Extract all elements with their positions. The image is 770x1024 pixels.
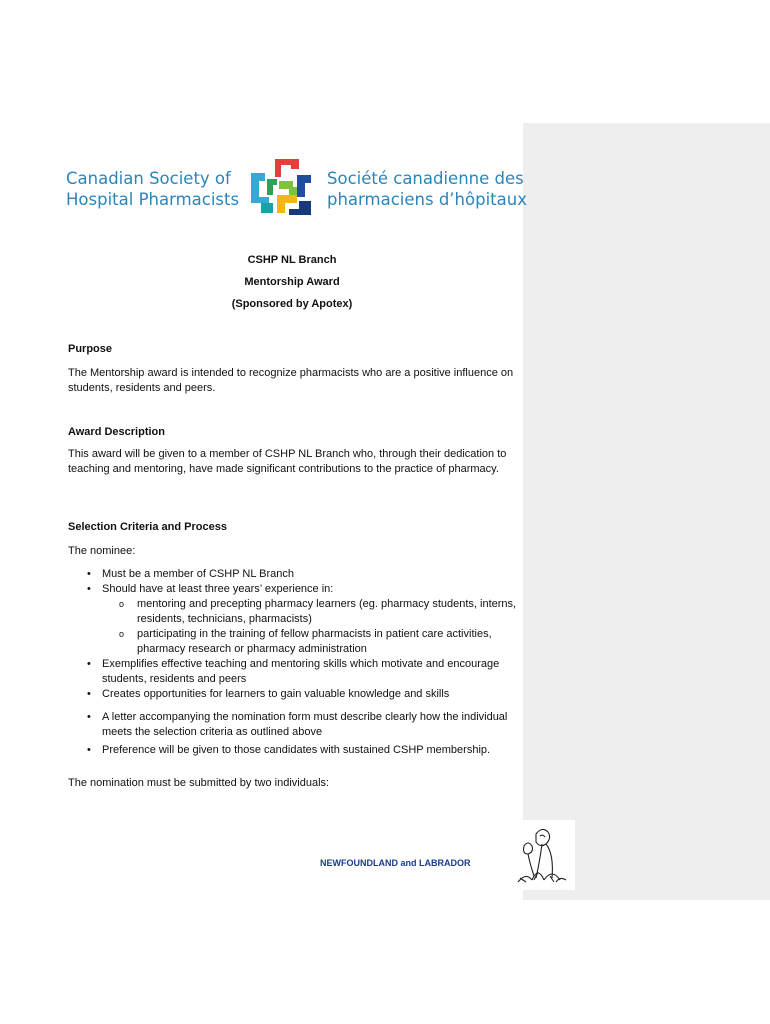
criteria-item-text: Exemplifies effective teaching and mentoring skills which motivate and encourage students, residents and peers (102, 658, 500, 685)
logo-text-english (66, 168, 241, 210)
selection-heading: Selection Criteria and Process (68, 521, 227, 533)
pitcher-plant-icon (510, 820, 575, 890)
nominee-intro: The nominee: (68, 545, 136, 557)
list-item (68, 582, 518, 657)
purpose-text: The Mentorship award is intended to recognize pharmacists who are a positive influence on students, residents and peers. (68, 367, 514, 394)
sub-list-item (102, 627, 518, 657)
cshp-puzzle-logo-icon (247, 157, 319, 219)
sub-list-item (102, 597, 518, 627)
list-item (68, 657, 518, 687)
doc-title-sponsor: (Sponsored by Apotex) (231, 298, 353, 310)
logo-text-french (327, 168, 527, 210)
award-description-text: This award will be given to a member of CSHP NL Branch who, through their dedication to teaching and mentoring, have made significant contributions to the practice of pharmacy. (68, 448, 507, 475)
doc-title-branch: CSHP NL Branch (247, 254, 337, 266)
nomination-closing: The nomination must be submitted by two individuals: (68, 777, 330, 789)
criteria-item-text: Creates opportunities for learners to gain valuable knowledge and skills (102, 688, 450, 700)
logo-fr-line2: pharmaciens d’hôpitaux (327, 190, 527, 209)
criteria-item-text: Must be a member of CSHP NL Branch (102, 568, 294, 580)
logo-fr-line1: Société canadienne des (327, 169, 524, 188)
criteria-list (68, 567, 518, 702)
criteria-item-text: Preference will be given to those candidates with sustained CSHP membership. (102, 744, 491, 756)
criteria-subitem-text: participating in the training of fellow pharmacists in patient care activities, pharmacy research or pharmacy administration (137, 628, 492, 655)
criteria-sublist (102, 597, 518, 657)
award-description-heading: Award Description (68, 426, 165, 438)
list-item (68, 567, 518, 582)
logo-en-line1: Canadian Society of (66, 169, 231, 188)
purpose-heading: Purpose (68, 343, 113, 355)
criteria-list-continued (68, 710, 518, 758)
list-item (68, 710, 518, 740)
footer-region-label: NEWFOUNDLAND and LABRADOR (320, 858, 471, 868)
criteria-item-text: Should have at least three years’ experience in: (102, 583, 334, 595)
logo-en-line2: Hospital Pharmacists (66, 190, 240, 209)
list-item (68, 687, 518, 702)
doc-title-award: Mentorship Award (244, 276, 340, 288)
criteria-item-text: A letter accompanying the nomination form must describe clearly how the individual meets the selection criteria as outlined above (102, 711, 508, 738)
list-item (68, 743, 518, 758)
comment-margin-panel (523, 123, 770, 900)
criteria-subitem-text: mentoring and precepting pharmacy learners (eg. pharmacy students, interns, residents, technicians, pharmacists) (137, 598, 517, 625)
